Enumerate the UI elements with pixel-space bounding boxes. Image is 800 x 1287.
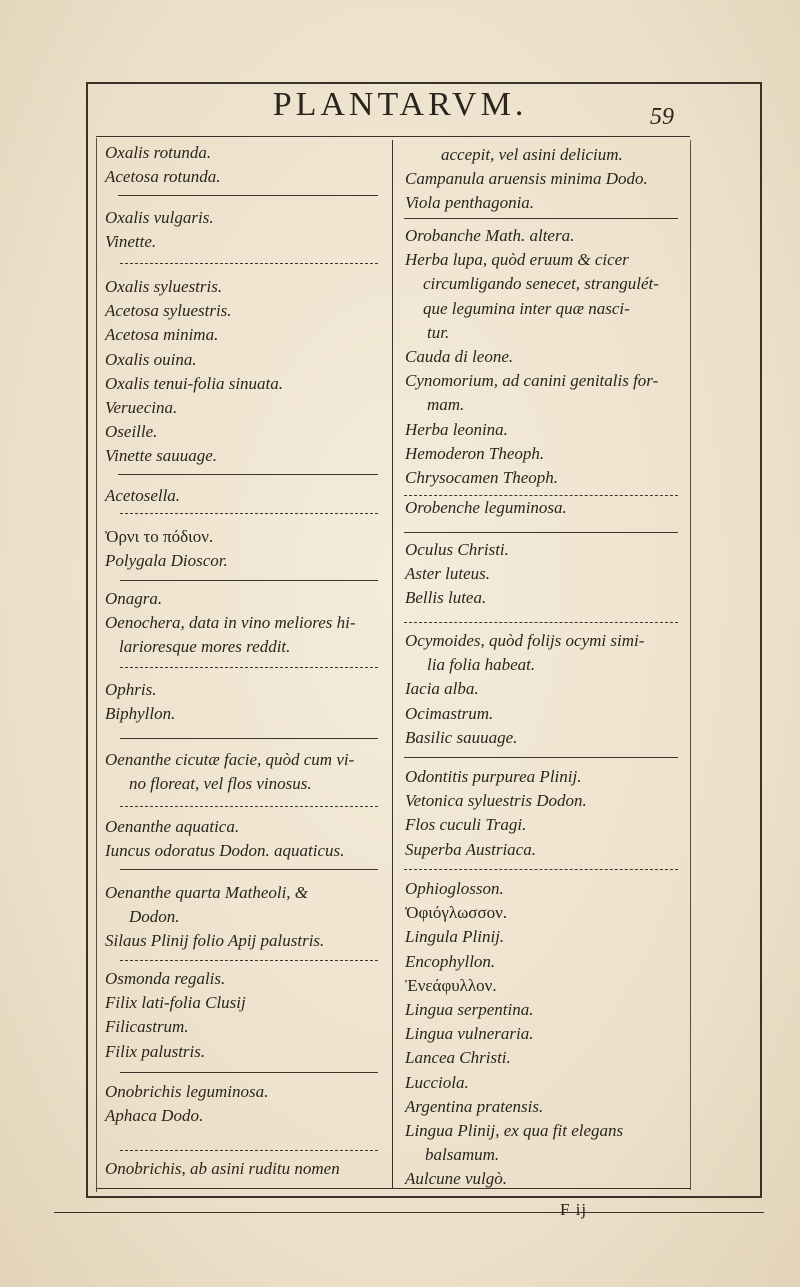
entry-line: mam. bbox=[427, 395, 465, 415]
entry-line: Oxalis tenui-folia sinuata. bbox=[105, 373, 284, 393]
entry-line: Lucciola. bbox=[405, 1072, 469, 1092]
entry-separator bbox=[120, 513, 378, 514]
entry-line: Onagra. bbox=[105, 589, 163, 608]
entry-line: Ocimastrum. bbox=[405, 703, 494, 723]
entry-line: Hemoderon Theoph. bbox=[405, 443, 545, 463]
entry-line: lia folia habeat. bbox=[427, 655, 536, 675]
entry-separator bbox=[404, 869, 678, 870]
entry-line: Filicastrum. bbox=[105, 1017, 189, 1037]
entry-line: Oenanthe cicutæ facie, quòd cum vi- bbox=[105, 750, 355, 769]
bottom-outer-rule bbox=[54, 1212, 764, 1213]
entry-line: Onobrichis, ab asini ruditu nomen bbox=[105, 1159, 340, 1178]
entry-line: Herba lupa, quòd eruum & cicer bbox=[405, 250, 629, 270]
entry-line: Oenanthe quarta Matheoli, & bbox=[105, 883, 309, 902]
column-divider bbox=[392, 140, 393, 1188]
entry-line: Argentina pratensis. bbox=[405, 1096, 544, 1116]
entry-line: Oxalis syluestris. bbox=[105, 277, 223, 296]
entry-separator bbox=[120, 869, 378, 870]
entry-separator bbox=[118, 474, 378, 475]
entry-line: Acetosa syluestris. bbox=[105, 301, 232, 321]
entry-line: Lingua serpentina. bbox=[405, 1000, 534, 1019]
entry-line: Aster luteus. bbox=[405, 564, 490, 584]
entry-line: Odontitis purpurea Plinij. bbox=[405, 767, 582, 786]
entry-line: Herba leonina. bbox=[405, 419, 508, 439]
entry-line: Biphyllon. bbox=[105, 704, 176, 724]
right-column-border bbox=[690, 140, 691, 1190]
entry-line: Oxalis rotunda. bbox=[105, 143, 212, 162]
entry-separator bbox=[120, 580, 378, 581]
page-title: PLANTARVM. bbox=[272, 86, 528, 123]
entry-separator bbox=[404, 532, 678, 533]
entry-line: Ἐνεάφυλλον. bbox=[405, 975, 497, 995]
entry-line: Aulcune vulgò. bbox=[405, 1169, 507, 1189]
left-column-border bbox=[96, 138, 97, 1192]
entry-line: Oseille. bbox=[105, 422, 158, 442]
entry-line: Superba Austriaca. bbox=[405, 839, 536, 859]
entry-line: larioresque mores reddit. bbox=[119, 637, 291, 657]
entry-line: circumligando senecet, strangulét- bbox=[423, 274, 659, 294]
entry-line: Ophris. bbox=[105, 680, 157, 699]
entry-line: Osmonda regalis. bbox=[105, 969, 226, 988]
bottom-rule bbox=[96, 1188, 690, 1189]
entry-line: Oxalis vulgaris. bbox=[105, 208, 214, 227]
entry-separator bbox=[120, 1072, 378, 1073]
entry-line: Orobanche Math. altera. bbox=[405, 226, 575, 245]
entry-line: Onobrichis leguminosa. bbox=[105, 1082, 269, 1101]
entry-line: Cynomorium, ad canini genitalis for- bbox=[405, 371, 659, 391]
entry-line: Ocymoides, quòd folijs ocymi simi- bbox=[405, 631, 645, 650]
entry-separator bbox=[404, 218, 678, 219]
entry-line: Bellis lutea. bbox=[405, 588, 487, 608]
entry-line: Lingua vulneraria. bbox=[405, 1024, 534, 1044]
entry-line: Viola penthagonia. bbox=[405, 193, 535, 213]
entry-line: Ὀφιόγλωσσον. bbox=[405, 903, 508, 923]
entry-line: Aphaca Dodo. bbox=[105, 1106, 204, 1126]
entry-line: tur. bbox=[427, 322, 450, 342]
entry-line: Ophioglosson. bbox=[405, 879, 504, 898]
entry-line: que legumina inter quæ nasci- bbox=[423, 298, 630, 318]
page-number: 59 bbox=[650, 104, 674, 130]
entry-separator bbox=[404, 622, 678, 623]
printer-signature: F ij bbox=[560, 1200, 588, 1219]
entry-line: Vinette. bbox=[105, 232, 157, 252]
entry-line: Iuncus odoratus Dodon. aquaticus. bbox=[105, 841, 345, 861]
entry-line: Chrysocamen Theoph. bbox=[405, 468, 558, 487]
entry-line: Acetosa minima. bbox=[105, 325, 219, 345]
entry-line: Acetosella. bbox=[105, 486, 181, 505]
entry-line: Basilic sauuage. bbox=[405, 727, 518, 747]
entry-line: Polygala Dioscor. bbox=[105, 551, 228, 571]
entry-separator bbox=[120, 806, 378, 807]
entry-separator bbox=[404, 757, 678, 758]
entry-line: accepit, vel asini delicium. bbox=[441, 145, 623, 164]
entry-line: Flos cuculi Tragi. bbox=[405, 815, 527, 835]
entry-line: Cauda di leone. bbox=[405, 347, 514, 366]
entry-line: balsamum. bbox=[425, 1145, 500, 1165]
entry-line: Silaus Plinij folio Apij palustris. bbox=[105, 931, 325, 951]
entry-separator bbox=[120, 960, 378, 961]
entry-line: Filix palustris. bbox=[105, 1041, 206, 1061]
entry-separator bbox=[120, 738, 378, 739]
entry-line: Oenochera, data in vino meliores hi- bbox=[105, 613, 356, 633]
header-rule bbox=[96, 136, 690, 137]
entry-line: Encophyllon. bbox=[405, 951, 496, 971]
entry-separator bbox=[118, 195, 378, 196]
entry-line: Orobenche leguminosa. bbox=[405, 498, 567, 517]
entry-separator bbox=[120, 667, 378, 668]
entry-line: Lingula Plinij. bbox=[405, 927, 505, 947]
entry-line: no floreat, vel flos vinosus. bbox=[129, 774, 312, 794]
entry-line: Campanula aruensis minima Dodo. bbox=[405, 169, 648, 189]
entry-line: Veruecina. bbox=[105, 398, 178, 417]
entry-separator bbox=[120, 263, 378, 264]
entry-line: Lancea Christi. bbox=[405, 1048, 511, 1068]
entry-line: Dodon. bbox=[129, 907, 180, 927]
entry-separator bbox=[120, 1150, 378, 1151]
entry-line: Lingua Plinij, ex qua fit elegans bbox=[405, 1121, 624, 1140]
entry-separator bbox=[404, 495, 678, 496]
entry-line: Acetosa rotunda. bbox=[105, 167, 221, 187]
entry-line: Iacia alba. bbox=[405, 679, 479, 699]
entry-line: Filix lati-folia Clusij bbox=[105, 993, 246, 1013]
entry-line: Oenanthe aquatica. bbox=[105, 817, 240, 836]
entry-line: Oxalis ouina. bbox=[105, 349, 197, 369]
entry-line: Oculus Christi. bbox=[405, 540, 509, 559]
entry-line: Ὀρνι το πόδιον. bbox=[105, 527, 214, 546]
entry-line: Vetonica syluestris Dodon. bbox=[405, 791, 587, 811]
entry-line: Vinette sauuage. bbox=[105, 446, 218, 466]
